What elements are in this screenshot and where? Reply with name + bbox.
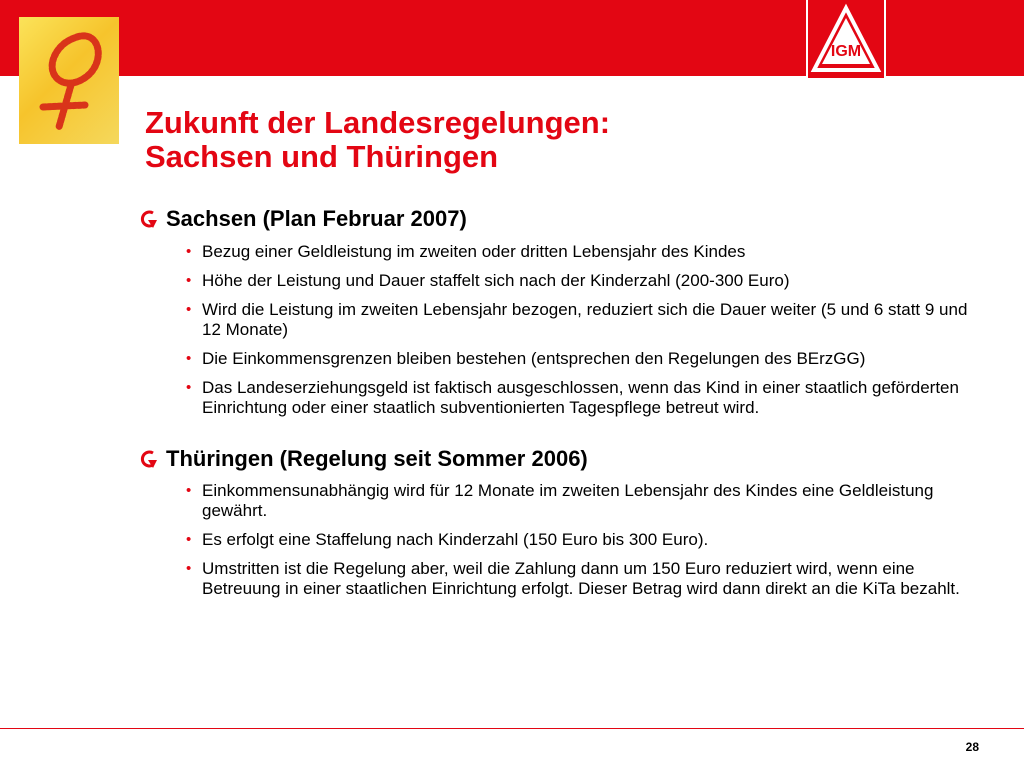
venus-symbol-icon [19, 17, 119, 144]
curved-arrow-icon [136, 208, 158, 230]
title-line-1: Zukunft der Landesregelungen: [145, 105, 611, 140]
ig-metall-logo-icon [806, 0, 886, 80]
list-item: • Umstritten ist die Regelung aber, weil die Zahlung dann um 150 Euro reduziert wird, wenn eine Betreuung in einer staatlichen Einrichtung erfolgt. Dieser Betrag wird dann direkt an die KiTa bezahlt. [186, 559, 986, 599]
section-heading-text: Sachsen (Plan Februar 2007) [166, 206, 467, 231]
list-item: • Höhe der Leistung und Dauer staffelt sich nach der Kinderzahl (200-300 Euro) [186, 271, 986, 291]
list-item: • Bezug einer Geldleistung im zweiten oder dritten Lebensjahr des Kindes [186, 242, 986, 262]
list-item: • Einkommensunabhängig wird für 12 Monate im zweiten Lebensjahr des Kindes eine Geldleistung gewährt. [186, 481, 986, 521]
list-item: • Die Einkommensgrenzen bleiben bestehen (entsprechen den Regelungen des BErzGG) [186, 349, 986, 369]
list-item: • Es erfolgt eine Staffelung nach Kinderzahl (150 Euro bis 300 Euro). [186, 530, 986, 550]
bullet-list-thueringen [186, 481, 986, 608]
list-item: • Wird die Leistung im zweiten Lebensjahr bezogen, reduziert sich die Dauer weiter (5 und 6 statt 9 und 12 Monate) [186, 300, 986, 340]
bullet-list-sachsen [186, 242, 986, 427]
curved-arrow-icon [136, 448, 158, 470]
section-heading-sachsen [136, 206, 467, 232]
page-title [145, 106, 610, 174]
section-heading-text: Thüringen (Regelung seit Sommer 2006) [166, 446, 588, 471]
title-line-2: Sachsen und Thüringen [145, 139, 499, 174]
page-number: 28 [965, 740, 979, 754]
section-heading-thueringen [136, 446, 588, 472]
footer-divider [0, 728, 1024, 729]
list-item: • Das Landeserziehungsgeld ist faktisch ausgeschlossen, wenn das Kind in einer staatlich geförderten Einrichtung oder einer staatlich subventionierten Tagespflege betreut wird. [186, 378, 986, 418]
ig-logo-text: IGM [830, 43, 862, 60]
